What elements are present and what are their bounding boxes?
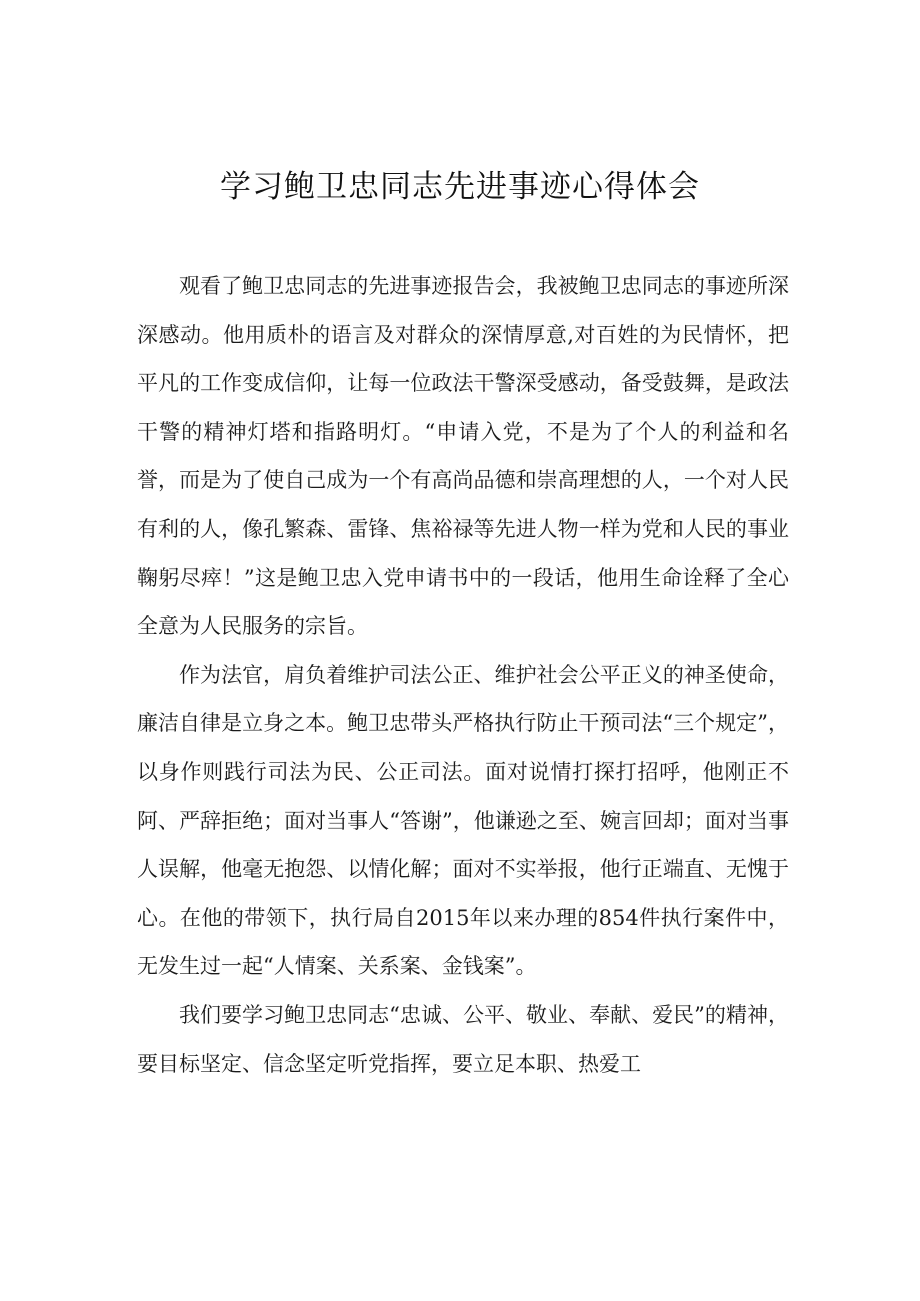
document-body (137, 262, 789, 1088)
paragraph-2: 作为法官，肩负着维护司法公正、维护社会公平正义的神圣使命，廉洁自律是立身之本。鲍卫忠带头严格执行防止干预司法“三个规定”，以身作则践行司法为民、公正司法。面对说情打探打招呼，他刚正不阿、严辞拒绝；面对当事人“答谢”，他谦逊之至、婉言回却；面对当事人误解，他毫无抱怨、以情化解；面对不实举报，他行正端直、无愧于心。在他的带领下，执行局自2015年以来办理的854件执行案件中，无发生过一起“人情案、关系案、金钱案”。 (137, 662, 789, 979)
paragraph-1: 观看了鲍卫忠同志的先进事迹报告会，我被鲍卫忠同志的事迹所深深感动。他用质朴的语言及对群众的深情厚意,对百姓的为民情怀，把平凡的工作变成信仰，让每一位政法干警深受感动，备受鼓舞，是政法干警的精神灯塔和指路明灯。“申请入党，不是为了个人的利益和名誉，而是为了使自己成为一个有高尚品德和崇高理想的人，一个对人民有利的人，像孔繁森、雷锋、焦裕禄等先进人物一样为党和人民的事业鞠躬尽瘁！”这是鲍卫忠入党申请书中的一段话，他用生命诠释了全心全意为人民服务的宗旨。 (137, 274, 789, 639)
paragraph-3: 我们要学习鲍卫忠同志“忠诚、公平、敬业、奉献、爱民”的精神，要目标坚定、信念坚定听党指挥，要立足本职、热爱工 (137, 1002, 789, 1076)
document-title: 学习鲍卫忠同志先进事迹心得体会 (220, 169, 700, 205)
